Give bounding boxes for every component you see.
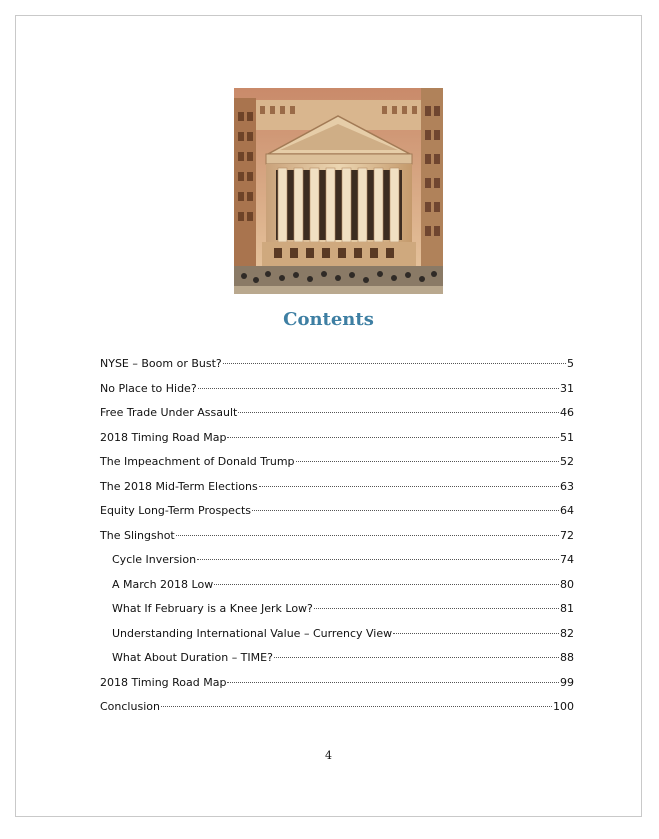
toc-dot-leader [274, 657, 559, 658]
toc-dot-leader [227, 682, 559, 683]
toc-dot-leader [214, 584, 559, 585]
toc-entry[interactable] [100, 700, 574, 725]
toc-entry-label: NYSE – Boom or Bust? [100, 357, 222, 370]
toc-entry[interactable] [100, 357, 574, 382]
nyse-building-drawing [234, 88, 443, 294]
toc-entry-label: Free Trade Under Assault [100, 406, 238, 419]
nyse-building-illustration [234, 88, 443, 294]
toc-entry-label: Cycle Inversion [112, 553, 197, 566]
toc-entry[interactable] [100, 406, 574, 431]
toc-entry-page: 63 [560, 479, 574, 493]
toc-entry-page: 5 [567, 357, 574, 370]
toc-entry-page: 31 [560, 381, 574, 395]
toc-entry-label: What About Duration – TIME? [112, 651, 273, 664]
toc-entry-page: 64 [560, 504, 574, 517]
toc-dot-leader [238, 412, 559, 413]
toc-entry-page: 46 [560, 406, 574, 419]
toc-entry[interactable] [100, 676, 574, 701]
toc-entry-page: 99 [560, 675, 574, 689]
toc-entry-page: 82 [560, 626, 574, 640]
toc-dot-leader [223, 363, 566, 364]
toc-entry[interactable] [100, 504, 574, 529]
toc-entry[interactable] [112, 627, 574, 652]
toc-dot-leader [252, 510, 559, 511]
toc-dot-leader [198, 388, 559, 389]
toc-entry-label: Understanding International Value – Currency View [112, 626, 393, 640]
toc-dot-leader [161, 706, 552, 707]
toc-dot-leader [314, 608, 559, 609]
toc-entry[interactable] [100, 455, 574, 480]
toc-entry-page: 72 [560, 528, 574, 542]
toc-entry-page: 74 [560, 553, 574, 566]
toc-entry[interactable] [112, 651, 574, 676]
page-number: 4 [325, 749, 332, 762]
toc-entry-page: 80 [560, 577, 574, 591]
toc-entry-page: 88 [560, 651, 574, 664]
toc-entry-label: A March 2018 Low [112, 577, 214, 591]
toc-entry-label: The Impeachment of Donald Trump [100, 455, 295, 468]
toc-entry[interactable] [112, 553, 574, 578]
document-page [15, 15, 642, 817]
toc-entry-label: 2018 Timing Road Map [100, 675, 227, 689]
toc-entry-page: 51 [560, 430, 574, 444]
toc-entry-label: Equity Long-Term Prospects [100, 504, 252, 517]
toc-entry-page: 100 [553, 700, 574, 713]
toc-entry-label: No Place to Hide? [100, 381, 197, 395]
contents-title: Contents [283, 309, 374, 330]
toc-entry-page: 81 [560, 602, 574, 615]
toc-entry[interactable] [100, 480, 574, 505]
toc-entry-page: 52 [560, 455, 574, 468]
table-of-contents [100, 357, 574, 725]
toc-entry[interactable] [100, 529, 574, 554]
toc-entry-label: 2018 Timing Road Map [100, 430, 227, 444]
toc-entry-label: The Slingshot [100, 528, 175, 542]
toc-entry[interactable] [100, 431, 574, 456]
toc-dot-leader [296, 461, 559, 462]
toc-entry-label: Conclusion [100, 700, 160, 713]
toc-dot-leader [393, 633, 559, 634]
toc-entry-label: What If February is a Knee Jerk Low? [112, 602, 313, 615]
toc-entry[interactable] [112, 578, 574, 603]
toc-dot-leader [227, 437, 559, 438]
toc-entry[interactable] [100, 382, 574, 407]
toc-dot-leader [197, 559, 559, 560]
toc-entry-label: The 2018 Mid-Term Elections [100, 479, 258, 493]
toc-dot-leader [259, 486, 559, 487]
toc-dot-leader [176, 535, 559, 536]
toc-entry[interactable] [112, 602, 574, 627]
